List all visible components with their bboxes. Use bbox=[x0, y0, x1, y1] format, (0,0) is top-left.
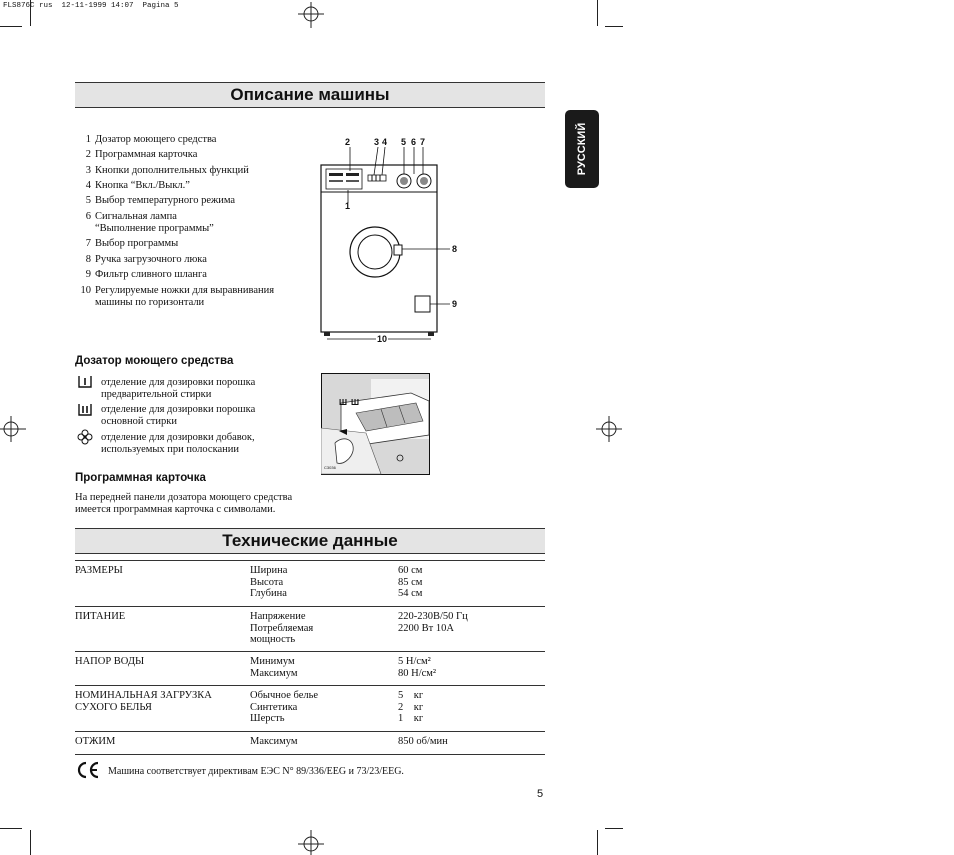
svg-text:Ш: Ш bbox=[351, 398, 360, 407]
table-rule bbox=[75, 685, 545, 686]
table-row-params: Ширина Высота Глубина bbox=[250, 565, 288, 599]
diagram-label-1: 1 bbox=[345, 201, 351, 211]
table-row-values: 5 Н/см² 80 Н/см² bbox=[398, 656, 437, 679]
prewash-compartment-icon bbox=[77, 375, 93, 389]
registration-mark-right bbox=[596, 416, 622, 442]
section-title: Технические данные bbox=[222, 531, 398, 550]
legend-item: 6 Сигнальная лампа bbox=[85, 211, 177, 222]
program-card-title: Программная карточка bbox=[75, 472, 206, 484]
diagram-label-9: 9 bbox=[452, 299, 458, 309]
table-row-label: ОТЖИМ bbox=[75, 736, 116, 747]
legend-item: 3 Кнопки дополнительных функций bbox=[85, 165, 249, 176]
section-title: Описание машины bbox=[230, 85, 390, 104]
language-tab bbox=[565, 110, 599, 188]
registration-mark-left bbox=[0, 416, 26, 442]
legend-item: 5 Выбор температурного режима bbox=[85, 195, 236, 206]
table-rule bbox=[75, 560, 545, 561]
table-rule bbox=[75, 754, 545, 755]
photo-code: C3036 bbox=[324, 465, 336, 470]
legend-item: 8 Ручка загрузочного люка bbox=[85, 254, 207, 265]
page-number: 5 bbox=[537, 788, 544, 800]
dispenser-photo bbox=[321, 373, 430, 475]
print-header: FLS876C rus 12-11-1999 14:07 Pagina 5 bbox=[3, 2, 179, 10]
table-rule bbox=[75, 731, 545, 732]
registration-mark-bottom bbox=[298, 830, 324, 855]
language-tab-label: РУССКИЙ bbox=[576, 122, 588, 176]
legend-item: 4 Кнопка “Вкл./Выкл.” bbox=[85, 180, 190, 191]
dispenser-item-text: отделение для дозировки порошка предварительной стирки bbox=[101, 377, 256, 400]
table-row-params: Максимум bbox=[250, 736, 298, 747]
diagram-label-5: 5 bbox=[401, 137, 407, 147]
table-row-params: Минимум Максимум bbox=[250, 656, 298, 679]
diagram-label-7: 7 bbox=[420, 137, 426, 147]
table-rule bbox=[75, 651, 545, 652]
table-row-values: 850 об/мин bbox=[398, 736, 448, 747]
ce-mark-icon bbox=[75, 761, 101, 779]
diagram-label-10: 10 bbox=[377, 334, 388, 344]
table-row-values: 5 кг 2 кг 1 кг bbox=[398, 690, 424, 724]
diagram-label-8: 8 bbox=[452, 244, 458, 254]
legend-item: 9 Фильтр сливного шланга bbox=[85, 269, 207, 280]
washing-machine-diagram bbox=[318, 135, 463, 345]
table-row-params: Обычное белье Синтетика Шерсть bbox=[250, 690, 319, 724]
table-row-values: 60 см 85 см 54 см bbox=[398, 565, 423, 599]
table-row-label: НОМИНАЛЬНАЯ ЗАГРУЗКА СУХОГО БЕЛЬЯ bbox=[75, 690, 212, 713]
table-rule bbox=[75, 606, 545, 607]
svg-text:Ш: Ш bbox=[339, 398, 348, 407]
diagram-label-3: 3 bbox=[374, 137, 380, 147]
legend-item: 1 Дозатор моющего средства bbox=[85, 134, 217, 145]
table-row-label: РАЗМЕРЫ bbox=[75, 565, 123, 576]
diagram-label-2: 2 bbox=[345, 137, 351, 147]
table-row-values: 220-230В/50 Гц 2200 Вт 10А bbox=[398, 611, 468, 634]
dispenser-item-text: отделение для дозировки добавок, используемых при полоскании bbox=[101, 432, 255, 455]
registration-mark-top bbox=[298, 2, 324, 28]
dispenser-item-text: отделение для дозировки порошка основной стирки bbox=[101, 404, 256, 427]
diagram-label-4: 4 bbox=[382, 137, 388, 147]
legend-item: “Выполнение программы” bbox=[95, 223, 214, 234]
legend-item: 7 Выбор программы bbox=[85, 238, 179, 249]
mainwash-compartment-icon bbox=[77, 403, 93, 417]
table-row-label: НАПОР ВОДЫ bbox=[75, 656, 145, 667]
table-row-params: Напряжение Потребляемая мощность bbox=[250, 611, 314, 645]
flower-softener-icon bbox=[77, 429, 93, 445]
diagram-label-6: 6 bbox=[411, 137, 417, 147]
dispenser-title: Дозатор моющего средства bbox=[75, 355, 234, 367]
section-title-bar bbox=[75, 528, 545, 554]
program-card-text: На передней панели дозатора моющего средства имеется программная карточка с символами. bbox=[75, 492, 293, 515]
legend-item: 10 Регулируемые ножки для выравнивания bbox=[80, 285, 275, 296]
ce-compliance-text: Машина соответствует директивам ЕЭС N° 89/336/EEG и 73/23/EEG. bbox=[108, 766, 404, 777]
legend-item: машины по горизонтали bbox=[95, 297, 205, 308]
section-title-bar bbox=[75, 82, 545, 108]
table-row-label: ПИТАНИЕ bbox=[75, 611, 126, 622]
legend-item: 2 Программная карточка bbox=[85, 149, 198, 160]
